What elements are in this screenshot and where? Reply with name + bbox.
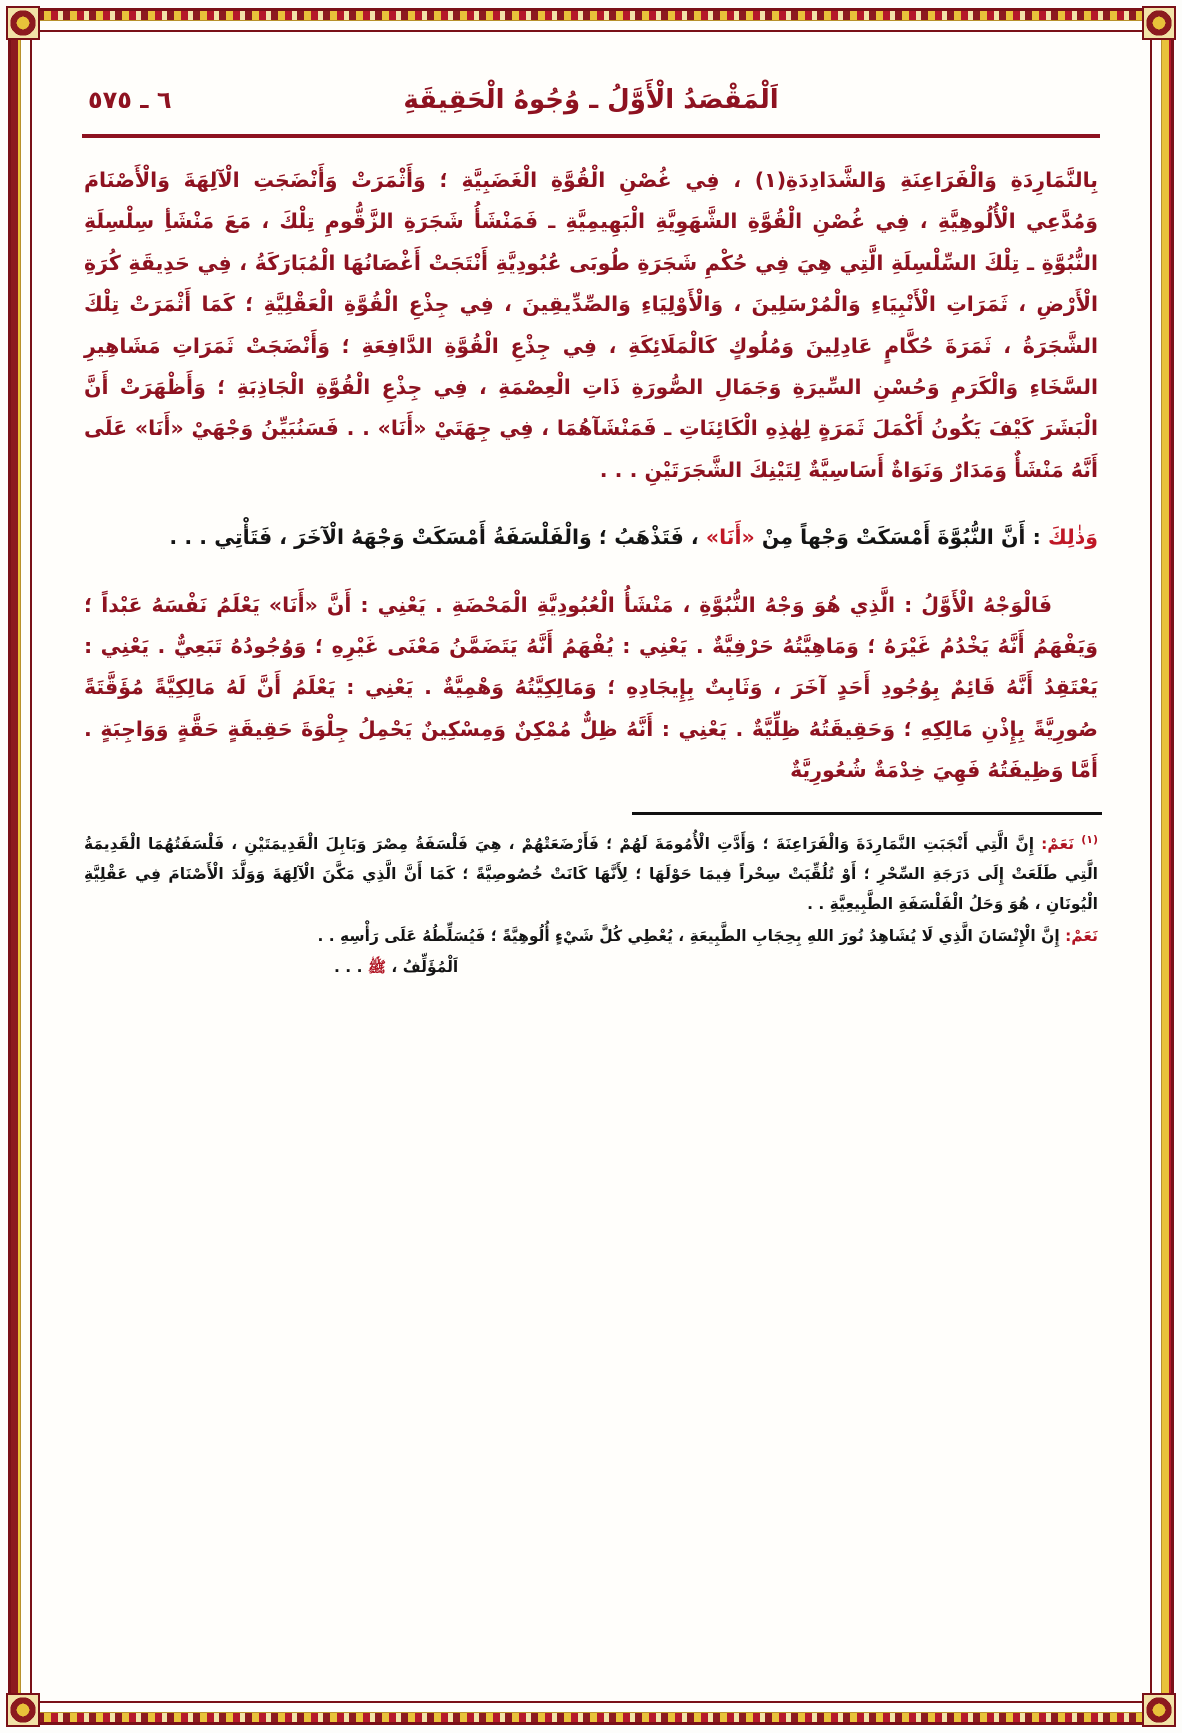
footnote-section — [80, 812, 1102, 982]
header-divider — [82, 134, 1100, 138]
page-title: اَلْمَقْصَدُ الْأَوَّلُ ـ وُجُوهُ الْحَقِيقَةِ — [403, 85, 779, 115]
footnote-signature-tail: . . . — [334, 957, 363, 976]
footnote-marker: (١) — [1081, 832, 1098, 846]
footnote-text-1: إِنَّ الَّتِي أَنْجَبَتِ النَّمَارِدَةَ وَالْفَرَاعِنَةَ ؛ وَأَدَّتِ الْأُمُومَةَ لَهُمْ ؛ فَأَرْضَعَتْهُمْ ، هِيَ فَلْسَفَةُ مِصْرَ وَبَابِلَ الْقَدِيمَتَيْنِ ، فَلْسَفَتُهُمَا الْقَدِيمَةُ الَّتِي طَلَعَتْ إِلَى دَرَجَةِ السِّحْرِ ؛ أَوْ تُلُقِّيَتْ سِحْراً فِيمَا حَوْلَهَا ؛ لِأَنَّهَا كَانَتْ خُصُوصِيَّةً ؛ كَمَا أَنَّ الَّذِي مَكَّنَ الْآلِهَةَ وَوَلَّدَ الْأَصْنَامَ فِي عَقْلِيَّةِ الْيُونَانِ ، هُوَ وَحَلُ الْفَلْسَفَةِ الطَّبِيعِيَّةِ . . — [84, 834, 1098, 914]
footnote-line-1 — [84, 829, 1098, 920]
body-text — [80, 160, 1102, 792]
page-content — [46, 46, 1136, 1687]
footnote-body — [80, 829, 1102, 982]
footnote-lead-2: نَعَمْ: — [1065, 926, 1098, 945]
paragraph-2: وَذٰلِكَ : أَنَّ النُّبُوَّةَ أَمْسَكَتْ وَجْهاً مِنْ «أَنَا» ، فَتَذْهَبُ ؛ وَالْفَلْسَفَةُ أَمْسَكَتْ وَجْهَهُ الْآخَرَ ، فَتَأْتِي . . . — [169, 525, 1098, 550]
footnote-signature: اَلْمُؤَلِّفُ ، — [391, 957, 459, 976]
footnote-divider — [632, 812, 1102, 815]
prophetic-seal-icon: ﷺ — [367, 957, 386, 976]
corner-ornament-top-left — [6, 6, 40, 40]
corner-ornament-bottom-left — [6, 1693, 40, 1727]
highlighted-term: «أَنَا» — [705, 525, 755, 550]
page-number: ٦ ـ ٥٧٥ — [88, 86, 172, 114]
corner-ornament-bottom-right — [1142, 1693, 1176, 1727]
footnote-text-2: إِنَّ الْإِنْسَانَ الَّذِي لَا يُشَاهِدُ نُورَ اللهِ بِحِجَابِ الطَّبِيعَةِ ، يُعْطِي كُلَّ شَيْءٍ أُلُوهِيَّةً ؛ فَيُسَلِّطُهُ عَلَى رَأْسِهِ . . — [317, 926, 1060, 945]
paragraph-1: بِالنَّمَارِدَةِ وَالْفَرَاعِنَةِ وَالشَّدَادِدَةِ(١) ، فِي غُصْنِ الْقُوَّةِ الْغَضَبِيَّةِ ؛ وَأَثْمَرَتْ وَأَنْضَجَتِ الْآلِهَةَ وَالْأَصْنَامَ وَمُدَّعِي الْأُلُوهِيَّةِ ، فِي غُصْنِ الْقُوَّةِ الشَّهَوِيَّةِ الْبَهِيمِيَّةِ ـ فَمَنْشَأُ شَجَرَةِ الزَّقُّومِ تِلْكَ ، مَعَ مَنْشَأِ سِلْسِلَةِ النُّبُوَّةِ ـ تِلْكَ السِّلْسِلَةِ الَّتِي هِيَ فِي حُكْمِ شَجَرَةِ طُوبَى عُبُودِيَّةِ أَنْتَجَتْ أَغْصَانُهَا الْمُبَارَكَةُ ، فِي حَدِيقَةِ كُرَةِ الْأَرْضِ ، ثَمَرَاتِ الْأَنْبِيَاءِ وَالْمُرْسَلِينَ ، وَالْأَوْلِيَاءِ وَالصِّدِّيقِينَ ، فِي جِذْعِ الْقُوَّةِ الْعَقْلِيَّةِ ؛ كَمَا أَثْمَرَتْ تِلْكَ الشَّجَرَةُ ، ثَمَرَةَ حُكَّامٍ عَادِلِينَ وَمُلُوكٍ كَالْمَلَائِكَةِ ، فِي جِذْعِ الْقُوَّةِ الدَّافِعَةِ ؛ وَأَنْضَجَتْ ثَمَرَاتِ مَشَاهِيرِ السَّخَاءِ وَالْكَرَمِ وَحُسْنِ السِّيرَةِ وَجَمَالِ الصُّورَةِ ذَاتِ الْعِصْمَةِ ، فِي جِذْعِ الْقُوَّةِ الْجَاذِبَةِ ؛ وَأَظْهَرَتْ أَنَّ الْبَشَرَ كَيْفَ يَكُونُ أَكْمَلَ ثَمَرَةٍ لِهٰذِهِ الْكَائِنَاتِ ـ فَمَنْشَآهُمَا ، فِي جِهَتَيْ «أَنَا» . . فَسَنُبَيِّنُ وَجْهَيْ «أَنَا» عَلَى أَنَّهُ مَنْشَأٌ وَمَدَارٌ وَنَوَاةٌ أَسَاسِيَّةٌ لِتَيْنِكَ الشَّجَرَتَيْنِ . . . — [84, 168, 1098, 482]
highlighted-term: وَذٰلِكَ — [1047, 525, 1098, 550]
page-header — [80, 72, 1102, 128]
footnote-lead-1: نَعَمْ: — [1041, 834, 1075, 853]
corner-ornament-top-right — [1142, 6, 1176, 40]
footnote-signature-line — [84, 952, 1098, 982]
footnote-line-2 — [84, 921, 1098, 951]
paragraph-3: فَالْوَجْهُ الْأَوَّلُ : الَّذِي هُوَ وَجْهُ النُّبُوَّةِ ، مَنْشَأُ الْعُبُودِيَّةِ الْمَحْضَةِ . يَعْنِي : أَنَّ «أَنَا» يَعْلَمُ نَفْسَهُ عَبْداً ؛ وَيَفْهَمُ أَنَّهُ يَخْدُمُ غَيْرَهُ ؛ وَمَاهِيَّتُهُ حَرْفِيَّةٌ . يَعْنِي : يُفْهَمُ أَنَّهُ يَتَضَمَّنُ مَعْنَى غَيْرِهِ ؛ وَوُجُودُهُ تَبَعِيٌّ . يَعْنِي : يَعْتَقِدُ أَنَّهُ قَائِمٌ بِوُجُودِ أَحَدٍ آخَرَ ، وَثَابِتٌ بِإِيجَادِهِ ؛ وَمَالِكِيَّتُهُ وَهْمِيَّةٌ . يَعْنِي : يَعْلَمُ أَنَّ لَهُ مَالِكِيَّةً مُؤَقَّتَةً صُورِيَّةً بِإِذْنِ مَالِكِهِ ؛ وَحَقِيقَتُهُ ظِلِّيَّةٌ . يَعْنِي : أَنَّهُ ظِلٌّ مُمْكِنٌ وَمِسْكِينٌ يَحْمِلُ جِلْوَةَ حَقِيقَةٍ حَقَّةٍ وَوَاجِبَةٍ . أَمَّا وَظِيفَتُهُ فَهِيَ خِدْمَةٌ شُعُورِيَّةٌ — [84, 592, 1098, 783]
